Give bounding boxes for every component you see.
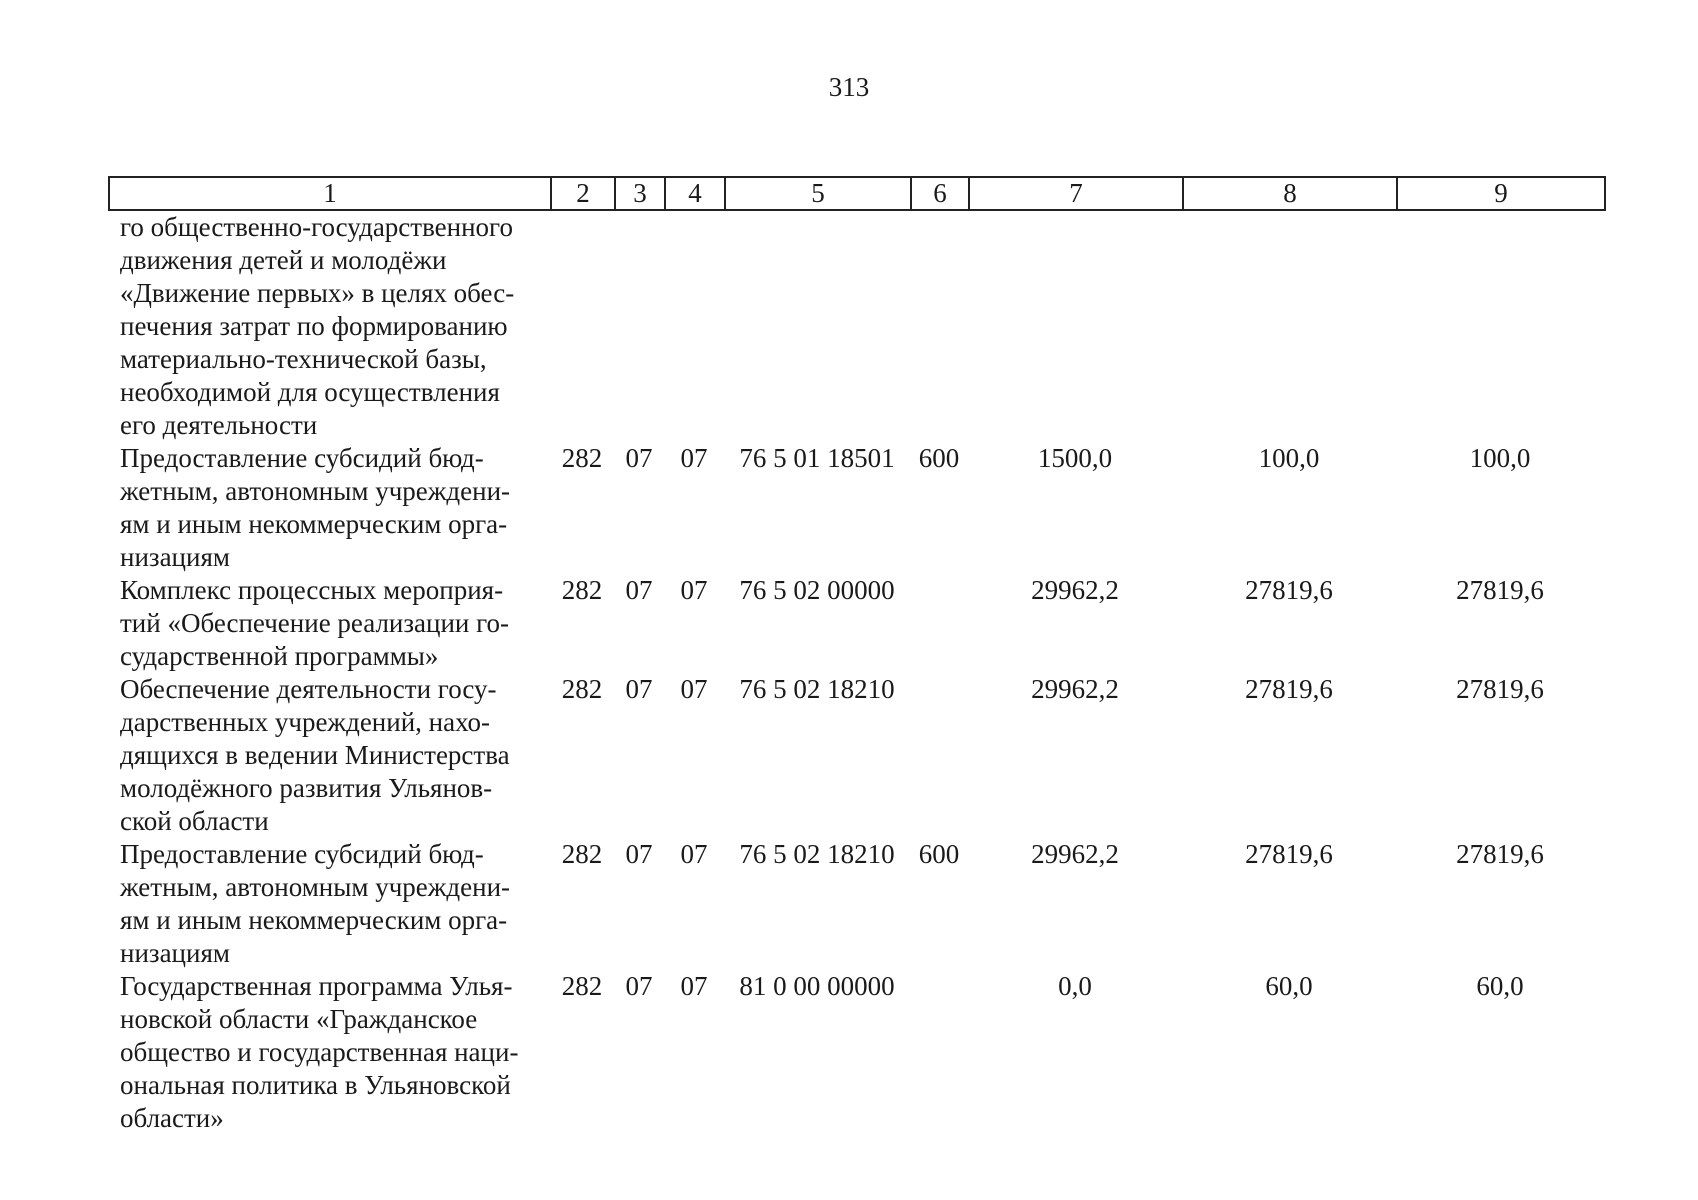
column-header-5: 5 [725,177,911,210]
description-line: дарственных учреждений, нахо- [120,707,491,737]
description-line: дящихся в ведении Министерства [120,740,510,770]
amount-col-7: 29962,2 [1031,839,1119,869]
table-row [108,673,1604,838]
target-article-code: 76 5 02 18210 [739,839,895,869]
description-line: сударственной программы» [120,641,439,671]
description-line: низациям [120,938,230,968]
description-line: Государственная программа Улья- [120,971,513,1001]
ministry-code: 282 [561,443,603,473]
subsection-code: 07 [680,443,708,473]
ministry-code: 282 [561,575,603,605]
column-header-7: 7 [969,177,1183,210]
description-line: ям и иным некоммерческим орга- [120,509,508,539]
description-line: новской области «Гражданское [120,1004,478,1034]
amount-col-7: 0,0 [1058,971,1092,1001]
description-line: низациям [120,542,230,572]
table-row [108,970,1604,1135]
column-header-2: 2 [551,177,615,210]
column-header-1: 1 [109,177,551,210]
target-article-code: 76 5 02 18210 [739,674,895,704]
description-line: движения детей и молодёжи [120,245,447,275]
table-row [108,211,1604,442]
table-body [108,211,1604,1135]
description-line: ям и иным некоммерческим орга- [120,905,508,935]
amount-col-8: 27819,6 [1245,674,1333,704]
section-code: 07 [625,674,653,704]
target-article-code: 76 5 02 00000 [739,575,895,605]
description-line: Предоставление субсидий бюд- [120,839,484,869]
column-header-table [108,176,1606,211]
subsection-code: 07 [680,971,708,1001]
row-description [108,838,550,970]
row-description [108,574,550,673]
ministry-code: 282 [561,839,603,869]
subsection-code: 07 [680,575,708,605]
description-line: Комплекс процессных мероприя- [120,575,504,605]
amount-col-8: 60,0 [1265,971,1313,1001]
description-line: тий «Обеспечение реализации го- [120,608,510,638]
section-code: 07 [625,971,653,1001]
ministry-code: 282 [561,674,603,704]
section-code: 07 [625,839,653,869]
description-line: жетным, автономным учреждени- [120,476,511,506]
description-line: ской области [120,806,269,836]
column-header-8: 8 [1183,177,1397,210]
section-code: 07 [625,443,653,473]
amount-col-7: 29962,2 [1031,674,1119,704]
table-row [108,442,1604,574]
description-line: «Движение первых» в целях обес- [120,278,515,308]
description-line: ональная политика в Ульяновской [120,1070,511,1100]
amount-col-9: 60,0 [1476,971,1524,1001]
description-line: его деятельности [120,410,318,440]
amount-col-9: 100,0 [1469,443,1531,473]
description-line: жетным, автономным учреждени- [120,872,511,902]
amount-col-9: 27819,6 [1456,575,1544,605]
row-description [108,211,550,442]
page-number: 313 [828,72,870,102]
amount-col-7: 1500,0 [1037,443,1113,473]
subsection-code: 07 [680,674,708,704]
description-line: молодёжного развития Ульянов- [120,773,493,803]
target-article-code: 76 5 01 18501 [739,443,895,473]
column-header-3: 3 [615,177,665,210]
subsection-code: 07 [680,839,708,869]
row-description [108,970,550,1135]
column-header-row [109,177,1605,210]
description-line: Предоставление субсидий бюд- [120,443,484,473]
table-row [108,574,1604,673]
section-code: 07 [625,575,653,605]
amount-col-9: 27819,6 [1456,674,1544,704]
row-description [108,442,550,574]
description-line: Обеспечение деятельности госу- [120,674,497,704]
expense-type-code: 600 [918,443,960,473]
amount-col-7: 29962,2 [1031,575,1119,605]
description-line: го общественно-государственного [120,212,513,242]
description-line: общество и государственная наци- [120,1037,519,1067]
amount-col-8: 100,0 [1258,443,1320,473]
expense-type-code: 600 [918,839,960,869]
table-row [108,838,1604,970]
row-description [108,673,550,838]
column-header-4: 4 [665,177,725,210]
amount-col-8: 27819,6 [1245,575,1333,605]
column-header-9: 9 [1397,177,1605,210]
amount-col-9: 27819,6 [1456,839,1544,869]
description-line: области» [120,1103,224,1133]
amount-col-8: 27819,6 [1245,839,1333,869]
description-line: печения затрат по формированию [120,311,508,341]
column-header-6: 6 [911,177,969,210]
target-article-code: 81 0 00 00000 [739,971,895,1001]
ministry-code: 282 [561,971,603,1001]
description-line: материально-технической базы, [120,344,487,374]
description-line: необходимой для осуществления [120,377,500,407]
